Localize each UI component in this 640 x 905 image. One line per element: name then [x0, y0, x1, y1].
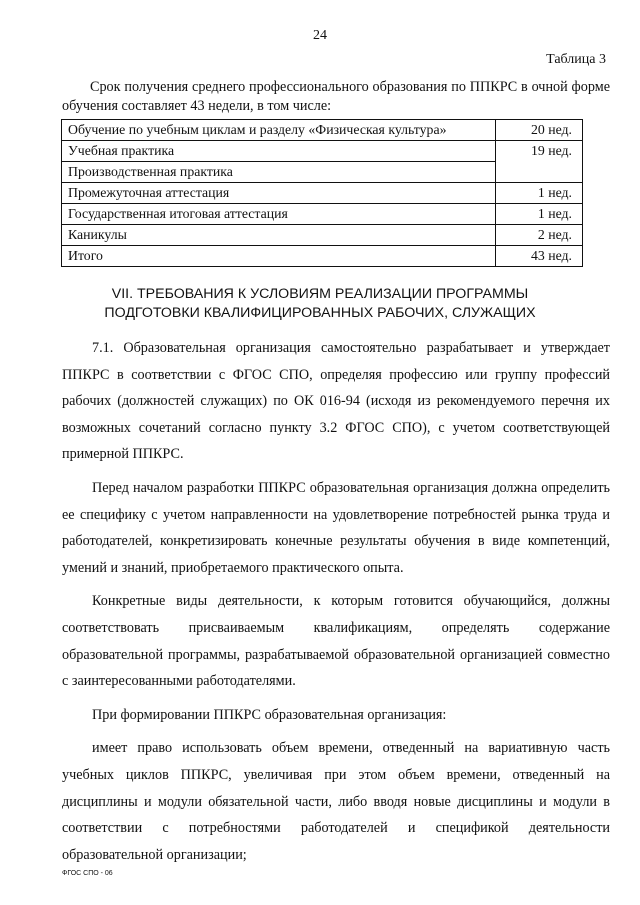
row-value: 2 нед. — [496, 225, 583, 246]
row-label: Учебная практика — [62, 141, 496, 162]
row-label: Государственная итоговая аттестация — [62, 204, 496, 225]
row-value: 1 нед. — [496, 183, 583, 204]
row-value: 1 нед. — [496, 204, 583, 225]
table-row — [62, 246, 583, 267]
table-row — [62, 120, 583, 141]
page-number: 24 — [313, 28, 327, 43]
paragraph: Перед началом разработки ППКРС образовательная организация должна определить ее специфику с учетом направленности на удовлетворение потребностей рынка труда и работодателей, конкретизировать конечные результаты обучения в виде компетенций, умений и знаний, приобретаемого практического опыта. — [62, 479, 610, 576]
intro-paragraph: Срок получения среднего профессионального образования по ППКРС в очной форме обучения составляет 43 недели, в том числе: — [62, 79, 610, 114]
section-heading-line: ПОДГОТОВКИ КВАЛИФИЦИРОВАННЫХ РАБОЧИХ, СЛУЖАЩИХ — [104, 305, 536, 321]
row-value: 19 нед. — [496, 141, 583, 183]
table-row — [62, 204, 583, 225]
table-row — [62, 183, 583, 204]
table-caption: Таблица 3 — [546, 52, 606, 67]
row-label: Итого — [62, 246, 496, 267]
row-label: Каникулы — [62, 225, 496, 246]
paragraph: 7.1. Образовательная организация самостоятельно разрабатывает и утверждает ППКРС в соответствии с ФГОС СПО, определяя профессию или группу профессий рабочих (должностей служащих) по ОК 016-94 (исходя из рекомендуемого перечня их возможных сочетаний согласно пункту 3.2 ФГОС СПО), с учетом соответствующей примерной ППКРС. — [62, 340, 610, 463]
paragraph: Конкретные виды деятельности, к которым готовится обучающийся, должны соответствовать присваиваемым квалификациям, определять содержание образовательной программы, разрабатываемой образовательной организацией совместно с заинтересованными работодателями. — [62, 593, 610, 690]
paragraph: При формировании ППКРС образовательная организация: — [92, 706, 447, 723]
row-label: Обучение по учебным циклам и разделу «Физическая культура» — [62, 120, 496, 141]
body-text — [62, 335, 610, 875]
row-label: Производственная практика — [62, 162, 496, 183]
table-row — [62, 141, 583, 162]
footer-code: ФГОС СПО - 06 — [62, 870, 113, 877]
table-row — [62, 225, 583, 246]
row-label: Промежуточная аттестация — [62, 183, 496, 204]
section-heading — [0, 285, 640, 323]
section-heading-line: VII. ТРЕБОВАНИЯ К УСЛОВИЯМ РЕАЛИЗАЦИИ ПРОГРАММЫ — [111, 286, 529, 302]
row-value: 43 нед. — [496, 246, 583, 267]
schedule-table — [61, 119, 583, 267]
row-value: 20 нед. — [496, 120, 583, 141]
paragraph: имеет право использовать объем времени, отведенный на вариативную часть учебных циклов ППКРС, увеличивая при этом объем времени, отведенный на дисциплины и модули обязательной части, либо вводя новые дисциплины и модули в соответствии с потребностями работодателей и спецификой деятельности образовательной организации; — [62, 740, 610, 863]
